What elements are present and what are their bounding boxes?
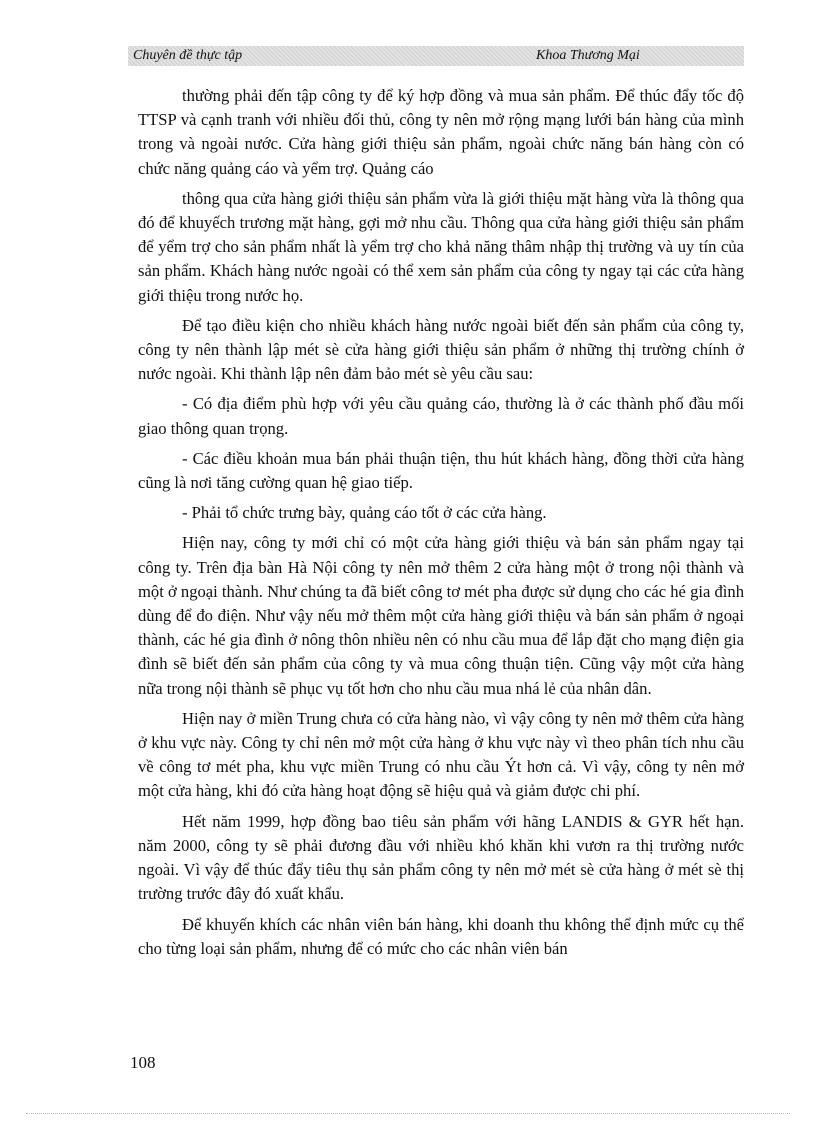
paragraph-continuation: thường phải đến tập công ty để ký hợp đồng và mua sản phẩm. Để thúc đẩy tốc độ TTSP và cạnh tranh với nhiều đối thủ, công ty nên mở rộng mạng lưới bán hàng của mình trong và ngoài nước. Cửa hàng giới thiệu sản phẩm, ngoài chức năng bán hàng còn có chức năng quảng cáo và yểm trợ. Quảng cáo — [138, 86, 744, 178]
paragraph: thông qua cửa hàng giới thiệu sản phẩm vừa là giới thiệu mặt hàng vừa là thông qua đó để khuyếch trương mặt hàng, gợi mở nhu cầu. Thông qua cửa hàng giới thiệu sản phẩm để yểm trợ cho sản phẩm nhất là yểm trợ cho khả năng thâm nhập thị trường và uy tín của sản phẩm. Khách hàng nước ngoài có thể xem sản phẩm của công ty ngay tại các cửa hàng giới thiệu trong nước họ. — [138, 188, 744, 305]
header-faculty: Khoa Thương Mại — [536, 48, 640, 63]
bullet-item: - Phải tổ chức trưng bày, quảng cáo tốt ở các cửa hàng. — [182, 503, 547, 523]
paragraph: Hiện nay, công ty mới chỉ có một cửa hàng giới thiệu và bán sản phẩm ngay tại công ty. Trên địa bàn Hà Nội công ty nên mở thêm 2 cửa hàng một ở trong nội thành và một ở ngoại thành. Như chúng ta đã biết công tơ mét pha được sử dụng cho các hé gia đình dùng để đo điện. Như vậy nếu mở thêm một cửa hàng giới thiệu và bán sản phẩm ở ngoại thành, các hé gia đình ở nông thôn nhiều nên có nhu cầu mua để lắp đặt cho mạng điện gia đình sẽ biết đến sản phẩm của công ty và mua công thuận tiện. Cũng vậy một cửa hàng nữa trong nội thành sẽ phục vụ tốt hơn cho nhu cầu mua nhá lẻ của nhân dân. — [138, 533, 744, 698]
bullet-item: - Các điều khoản mua bán phải thuận tiện, thu hút khách hàng, đồng thời cửa hàng cũng là nơi tăng cường quan hệ giao tiếp. — [138, 448, 744, 493]
header-document-title: Chuyên đề thực tập — [133, 48, 243, 63]
paragraph: Hết năm 1999, hợp đồng bao tiêu sản phẩm với hãng LANDIS & GYR hết hạn. năm 2000, công ty sẽ phải đương đầu với nhiều khó khăn khi vươn ra thị trường nước ngoài. Vì vậy để thúc đẩy tiêu thụ sản phẩm công ty nên mở mét sè cửa hàng ở mét sè thị trường trước đây đó xuất khẩu. — [138, 811, 744, 904]
body-text — [138, 84, 744, 967]
paragraph: Để khuyến khích các nhân viên bán hàng, khi doanh thu không thể định mức cụ thể cho từng loại sản phẩm, nhưng để có mức cho các nhân viên bán — [138, 914, 744, 958]
footer-divider — [26, 1113, 790, 1114]
bullet-item: - Có địa điểm phù hợp với yêu cầu quảng cáo, thường là ở các thành phố đầu mối giao thông quan trọng. — [138, 394, 744, 438]
paragraph: Để tạo điều kiện cho nhiều khách hàng nước ngoài biết đến sản phẩm của công ty, công ty nên thành lập mét sè cửa hàng giới thiệu sản phẩm ở những thị trường chính ở nước ngoài. Khi thành lập nên đảm bảo mét sè yêu cầu sau: — [138, 315, 744, 384]
paragraph: Hiện nay ở miền Trung chưa có cửa hàng nào, vì vậy công ty nên mở thêm cửa hàng ở khu vực này. Công ty chỉ nên mở một cửa hàng ở khu vực này vì theo phân tích nhu cầu về công tơ mét pha, khu vực miền Trung có nhu cầu Ýt hơn cả. Vì vậy, công ty nên mở một cửa hàng, khi đó cửa hàng hoạt động sẽ hiệu quả và giảm được chi phí. — [138, 708, 744, 801]
page-number: 108 — [130, 1053, 156, 1072]
page-header — [128, 46, 744, 66]
